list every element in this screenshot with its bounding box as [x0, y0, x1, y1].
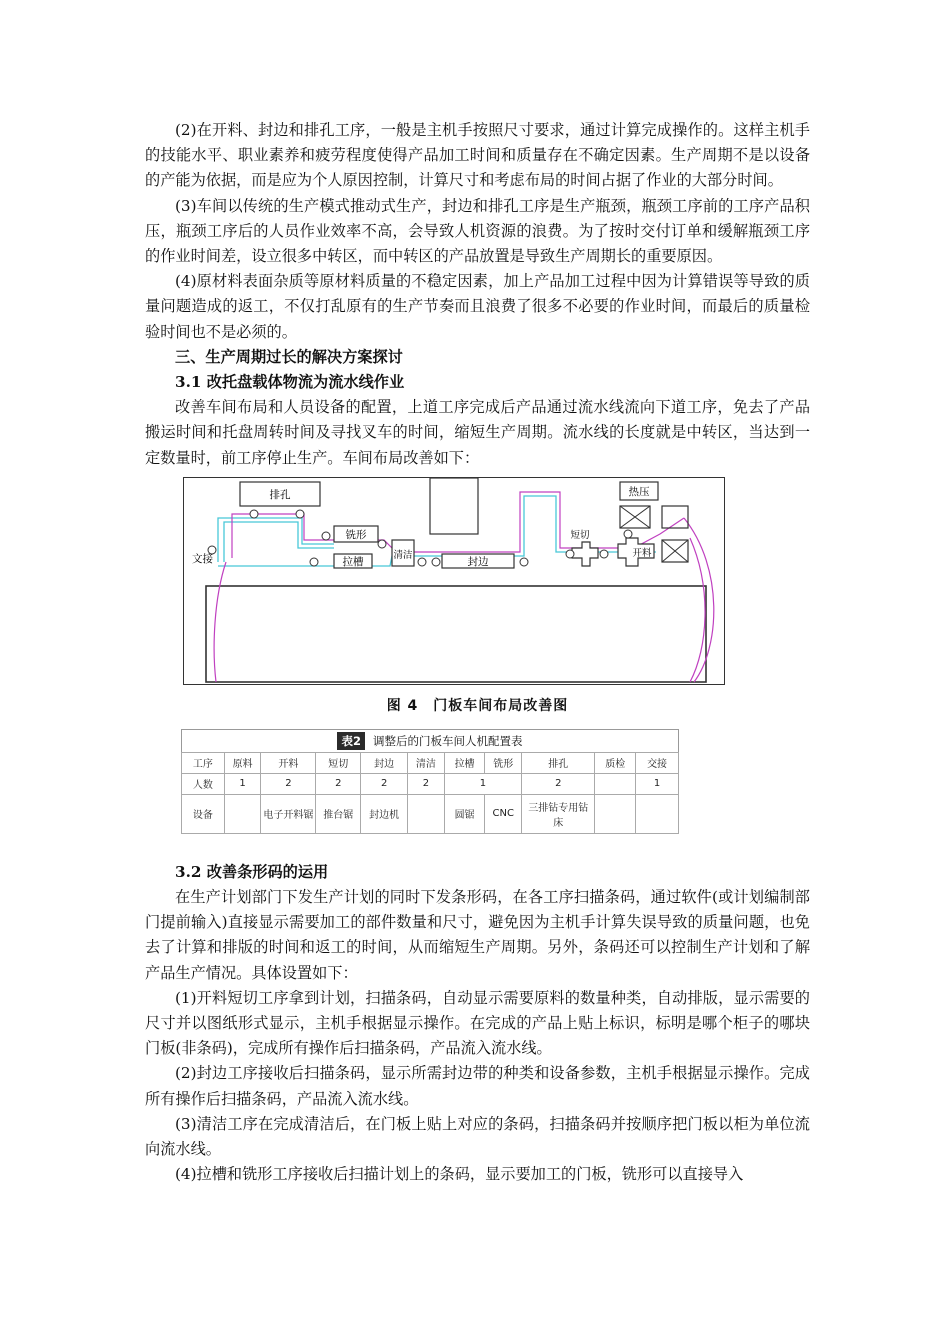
table-cell: 1: [444, 773, 521, 794]
table-header-cell: 封边: [361, 752, 408, 773]
table-cell: [595, 794, 636, 833]
paragraph: 在生产计划部门下发生产计划的同时下发条形码，在各工序扫描条码，通过软件(或计划编制部门提前输入)直接显示需要加工的部件数量和尺寸，避免因为主机手计算失误导致的质量问题，也免去了计算和排版的时间和返工的时间，从而缩短生产周期。另外，条码还可以控制生产计划和了解产品生产情况。具体设置如下：: [145, 888, 810, 982]
table-cell: 三排钻专用钻床: [522, 794, 595, 833]
kailiao-label: 开料: [632, 547, 652, 559]
config-table: [181, 729, 679, 834]
wenjie-label: 文接: [192, 552, 213, 565]
workshop-area: [206, 586, 706, 682]
table-cell: [408, 794, 445, 833]
table-cell: 1: [224, 773, 261, 794]
paragraph: 改善车间布局和人员设备的配置，上道工序完成后产品通过流水线流向下道工序，免去了产品搬运时间和托盘周转时间及寻找叉车的时间，缩短生产周期。流水线的长度就是中转区，当达到一定数量时，前工序停止生产。车间布局改善如下：: [145, 398, 810, 467]
qingjie-label: 清洁: [393, 549, 413, 561]
table-cell: 设备: [182, 794, 225, 833]
table-number: 表2: [337, 732, 365, 750]
table-header-row: [182, 752, 679, 773]
paragraph: (3)车间以传统的生产模式推动式生产，封边和排孔工序是生产瓶颈，瓶颈工序前的工序产品积压，瓶颈工序后的人员作业效率不高，会导致人机资源的浪费。为了按时交付订单和缓解瓶颈工序的作业时间差，设立很多中转区，而中转区的产品放置是导致生产周期长的重要原因。: [145, 196, 810, 266]
paragraph: (1)开料短切工序拿到计划，扫描条码，自动显示需要原料的数量种类，自动排版，显示需要的尺寸并以图纸形式显示，主机手根据显示操作。在完成的产品上贴上标识，标明是哪个柜子的哪块门板(非条码)，完成所有操作后扫描条码，产品流入流水线。: [145, 988, 810, 1058]
table-header-cell: 铣形: [485, 752, 522, 773]
table-header-cell: 短切: [316, 752, 361, 773]
table-header-cell: 拉槽: [444, 752, 485, 773]
table-cell: 推台锯: [316, 794, 361, 833]
table-cell: 2: [408, 773, 445, 794]
subsection-heading: 3.2 改善条形码的运用: [175, 862, 329, 881]
table-header-cell: 质检: [595, 752, 636, 773]
material-flow-line: [214, 492, 714, 682]
subsection-heading: 3.1 改托盘载体物流为流水线作业: [175, 373, 405, 392]
paragraph: (3)清洁工序在完成清洁后，在门板上贴上对应的条码，扫描条码并按顺序把门板以柜为单位流向流水线。: [145, 1114, 810, 1159]
paikong-label: 排孔: [269, 488, 291, 501]
table-header-cell: 工序: [182, 752, 225, 773]
table-title: [181, 729, 679, 752]
section-heading: 三、生产周期过长的解决方案探讨: [175, 347, 403, 366]
table-cell: 封边机: [361, 794, 408, 833]
paragraph: (2)在开料、封边和排孔工序，一般是主机手按照尺寸要求，通过计算完成操作的。这样主机手的技能水平、职业素养和疲劳程度使得产品加工时间和质量存在不确定因素。生产周期不是以设备的产能为依据，而是应为个人原因控制，计算尺寸和考虑布局的时间占据了作业的大部分时间。: [145, 121, 810, 190]
table-cell: 2: [522, 773, 595, 794]
table-cell: 2: [261, 773, 316, 794]
table-cell: 2: [361, 773, 408, 794]
table-cell: 2: [316, 773, 361, 794]
reya-label: 热压: [628, 485, 650, 498]
table-header-cell: 原料: [224, 752, 261, 773]
table-cell: [636, 794, 679, 833]
table-header-cell: 清洁: [408, 752, 445, 773]
table-cell: CNC: [485, 794, 522, 833]
document-page: [145, 118, 810, 1187]
table-caption: 调整后的门板车间人机配置表: [373, 733, 523, 748]
table-row-people: [182, 773, 679, 794]
table-cell: 圆锯: [444, 794, 485, 833]
table-header-cell: 开料: [261, 752, 316, 773]
paragraph: (4)拉槽和铣形工序接收后扫描计划上的条码，显示要加工的门板，铣形可以直接导入: [175, 1165, 744, 1184]
paragraph: (4)原材料表面杂质等原材料质量的不稳定因素，加上产品加工过程中因为计算错误等导致的质量问题造成的返工，不仅打乱原有的生产节奏而且浪费了很多不必要的作业时间，而最后的质量检验时间也不是必须的。: [145, 272, 810, 341]
storage-box: [430, 478, 478, 534]
table-row-equipment: [182, 794, 679, 833]
table-cell: [224, 794, 261, 833]
table-cell: [595, 773, 636, 794]
table-cell: 1: [636, 773, 679, 794]
fengbian-label: 封边: [467, 555, 489, 568]
duanqie-station: [572, 542, 598, 566]
duanqie-label: 短切: [570, 529, 590, 541]
table-cell: 电子开料锯: [261, 794, 316, 833]
layout-diagram: [183, 477, 725, 685]
xingxing-label: 铣形: [345, 528, 367, 541]
table-header-cell: 交接: [636, 752, 679, 773]
laocao-label: 拉槽: [342, 555, 364, 568]
figure-caption: 图 4 门板车间布局改善图: [386, 697, 569, 714]
paragraph: (2)封边工序接收后扫描条码，显示所需封边带的种类和设备参数，主机手根据显示操作。完成所有操作后扫描条码，产品流入流水线。: [145, 1064, 810, 1108]
table-cell: 人数: [182, 773, 225, 794]
table-header-cell: 排孔: [522, 752, 595, 773]
